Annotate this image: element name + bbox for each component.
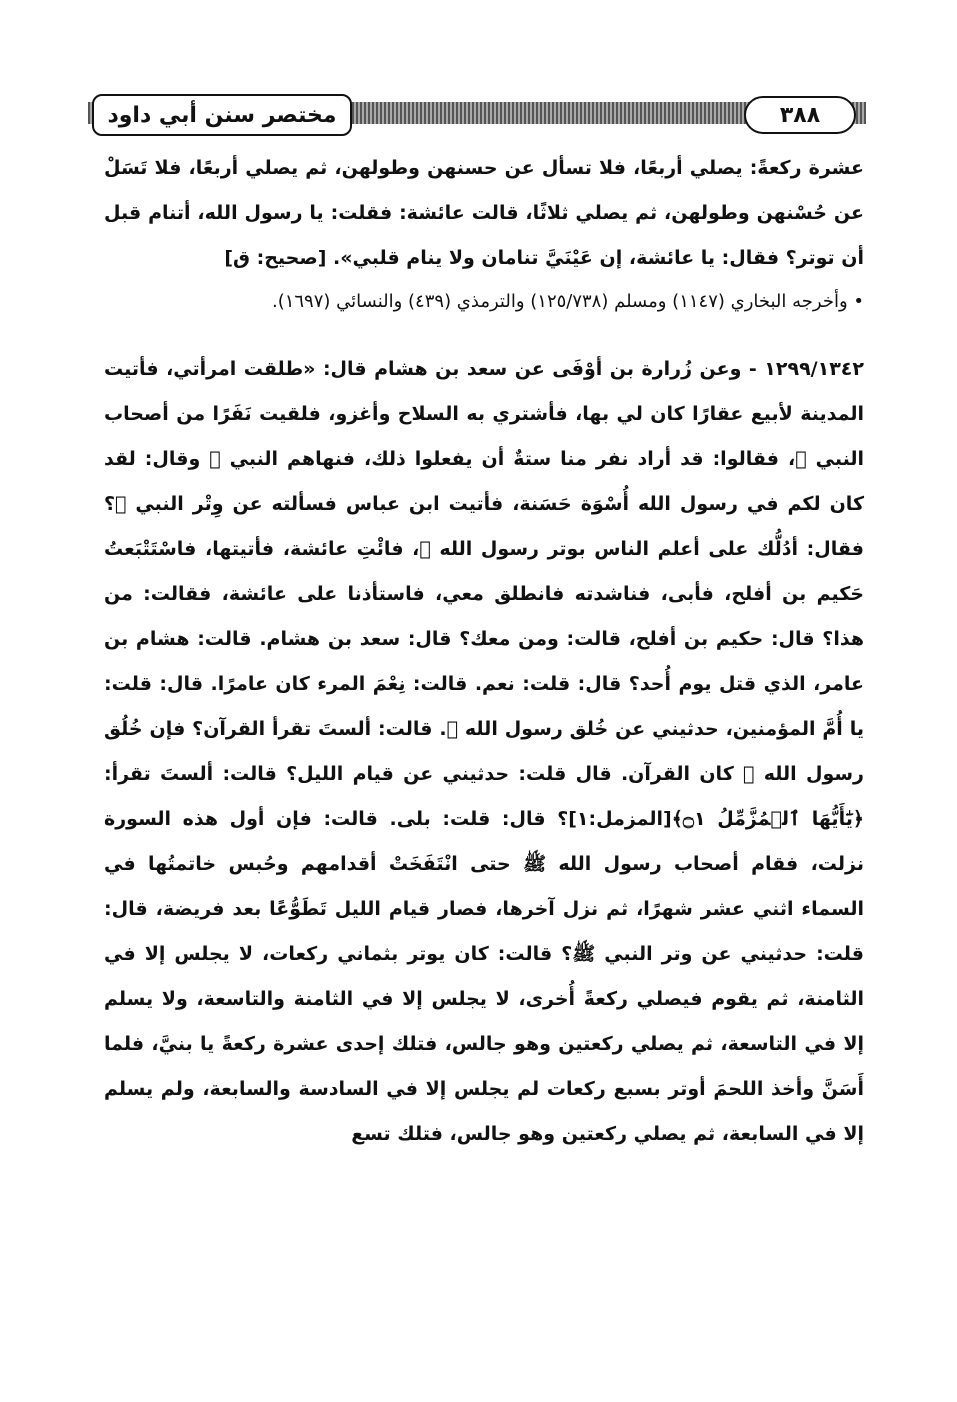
paragraph-gap: [104, 323, 864, 347]
book-title-box: [92, 94, 352, 136]
takhrij-note: • وأخرجه البخاري (١١٤٧) ومسلم (١٢٥/٧٣٨) والترمذي (٤٣٩) والنسائي (١٦٩٧).: [271, 291, 864, 312]
book-title: مختصر سنن أبي داود: [107, 102, 337, 128]
hadith-paragraph: ١٢٩٩/١٣٤٢ - وعن زُرارة بن أوْفَى عن سعد بن هشام قال: «طلقت امرأتي، فأتيت المدينة لأبيع عقارًا كان لي بها، فأشتري به السلاح وأغزو، فلقيت نَفَرًا من أصحاب النبي ﷺ، فقالوا: قد أراد نفر منا ستةٌ أن يفعلوا ذلك، فنهاهم النبي ﷺ وقال: لقد كان لكم في رسول الله أُسْوَة حَسَنة، فأتيت ابن عباس فسألته عن وِتْر النبي ﷺ؟ فقال: أدُلُّك على أعلم الناس بوتر رسول الله ﷺ، فائْتِ عائشة، فأتيتها، فاسْتَتْبَعتُ حَكيم بن أفلح، فأبى، فناشدته فانطلق معي، فاستأذنا على عائشة، فقالت: من هذا؟ قال: حكيم بن أفلح، قالت: ومن معك؟ قال: سعد بن هشام. قالت: هشام بن عامر، الذي قتل يوم أُحد؟ قال: قلت: نعم. قالت: نِعْمَ المرء كان عامرًا. قال: قلت: يا أُمَّ المؤمنين، حدثيني عن خُلق رسول الله ﷺ. قالت: ألستَ تقرأ القرآن؟ فإن خُلُق رسول الله ﷺ كان القرآن. قال قلت: حدثيني عن قيام الليل؟ قالت: ألستَ تقرأ: ﴿يَٰٓأَيُّهَا ٱلۡمُزَّمِّلُ ۝١﴾[المزمل:١]؟ قال: قلت: بلى. قالت: فإن أول هذه السورة نزلت، فقام أصحاب رسول الله ﷺ حتى انْتَفَخَتْ أقدامهم وحُبس خاتمتُها في السماء اثني عشر شهرًا، ثم نزل آخرها، فصار قيام الليل تَطَوُّعًا بعد فريضة، قال: قلت: حدثيني عن وتر النبي ﷺ؟ قالت: كان يوتر بثماني ركعات، لا يجلس إلا في الثامنة، ثم يقوم فيصلي ركعةً أُخرى، لا يجلس إلا في الثامنة والتاسعة، ولا يسلم إلا في التاسعة، ثم يصلي ركعتين وهو جالس، فتلك إحدى عشرة ركعةً يا بنيَّ، فلما أَسَنَّ وأخذ اللحمَ أوتر بسبع ركعات لم يجلس إلا في السادسة والسابعة، ولم يسلم إلا في السابعة، ثم يصلي ركعتين وهو جالس، فتلك تسع: [104, 358, 864, 1145]
page-number-box: [744, 96, 856, 134]
continued-hadith-paragraph: عشرة ركعةً: يصلي أربعًا، فلا تسأل عن حسنهن وطولهن، ثم يصلي أربعًا، فلا تَسَلْ عن حُسْنهن وطولهن، ثم يصلي ثلاثًا، قالت عائشة: فقلت: يا رسول الله، أتنام قبل أن توتر؟ فقال: يا عائشة، إن عَيْنَيَّ تنامان ولا ينام قلبي». [صحيح: ق]: [104, 157, 864, 269]
page-header: [88, 92, 866, 142]
page-number: ٣٨٨: [779, 102, 821, 128]
page-content: [104, 146, 864, 1157]
